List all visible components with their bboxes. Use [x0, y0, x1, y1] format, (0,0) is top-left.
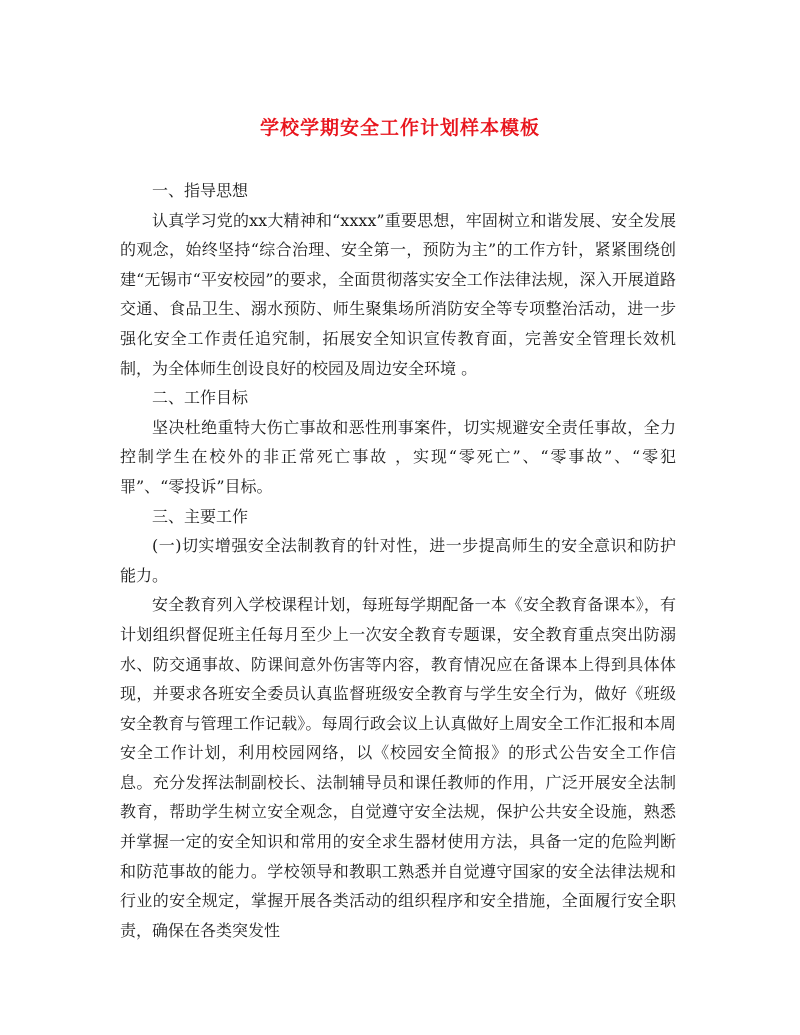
- section-heading-work-goals: 二、工作目标: [152, 388, 249, 408]
- section-heading-guiding-ideology: 一、指导思想: [152, 181, 249, 200]
- section-heading-main-work: 三、主要工作: [152, 506, 249, 526]
- document-title: 学校学期安全工作计划样本模板: [259, 117, 540, 139]
- paragraph-work-goals: 坚决杜绝重特大伤亡事故和恶性刑事案件，切实规避安全责任事故，全力控制学生在校外的非正常死亡事故 ，实现“零死亡”、“零事故”、“零犯罪”、“零投诉”目标。: [120, 417, 676, 496]
- paragraph-guiding-ideology: 认真学习党的xx大精神和“xxxx”重要思想，牢固树立和谐发展、安全发展的观念，始终坚持“综合治理、安全第一，预防为主”的工作方针，紧紧围绕创建“无锡市“平安校园”的要求，全面贯彻落实安全工作法律法规，深入开展道路交通、食品卫生、溺水预防、师生聚集场所消防安全等专项整治活动，进一步强化安全工作责任追究制，拓展安全知识宣传教育面，完善安全管理长效机制，为全体师生创设良好的校园及周边安全环境 。: [120, 210, 676, 378]
- paragraph-main-work-item-1: (一)切实增强安全法制教育的针对性，进一步提高师生的安全意识和防护能力。: [120, 536, 676, 585]
- paragraph-main-work-details: 安全教育列入学校课程计划，每班每学期配备一本《安全教育备课本》，有计划组织督促班主任每月至少上一次安全教育专题课，安全教育重点突出防溺水、防交通事故、防课间意外伤害等内容，教育情况应在备课本上得到具体体现，并要求各班安全委员认真监督班级安全教育与学生安全行为，做好《班级安全教育与管理工作记载》。每周行政会议上认真做好上周安全工作汇报和本周安全工作计划，利用校园网络，以《校园安全简报》的形式公告安全工作信息。充分发挥法制副校长、法制辅导员和课任教师的作用，广泛开展安全法制教育，帮助学生树立安全观念，自觉遵守安全法规，保护公共安全设施，熟悉并掌握一定的安全知识和常用的安全求生器材使用方法，具备一定的危险判断和防范事故的能力。学校领导和教职工熟悉并自觉遵守国家的安全法律法规和行业的安全规定，掌握开展各类活动的组织程序和安全措施，全面履行安全职责，确保在各类突发性: [120, 595, 676, 940]
- document-body: [120, 176, 676, 945]
